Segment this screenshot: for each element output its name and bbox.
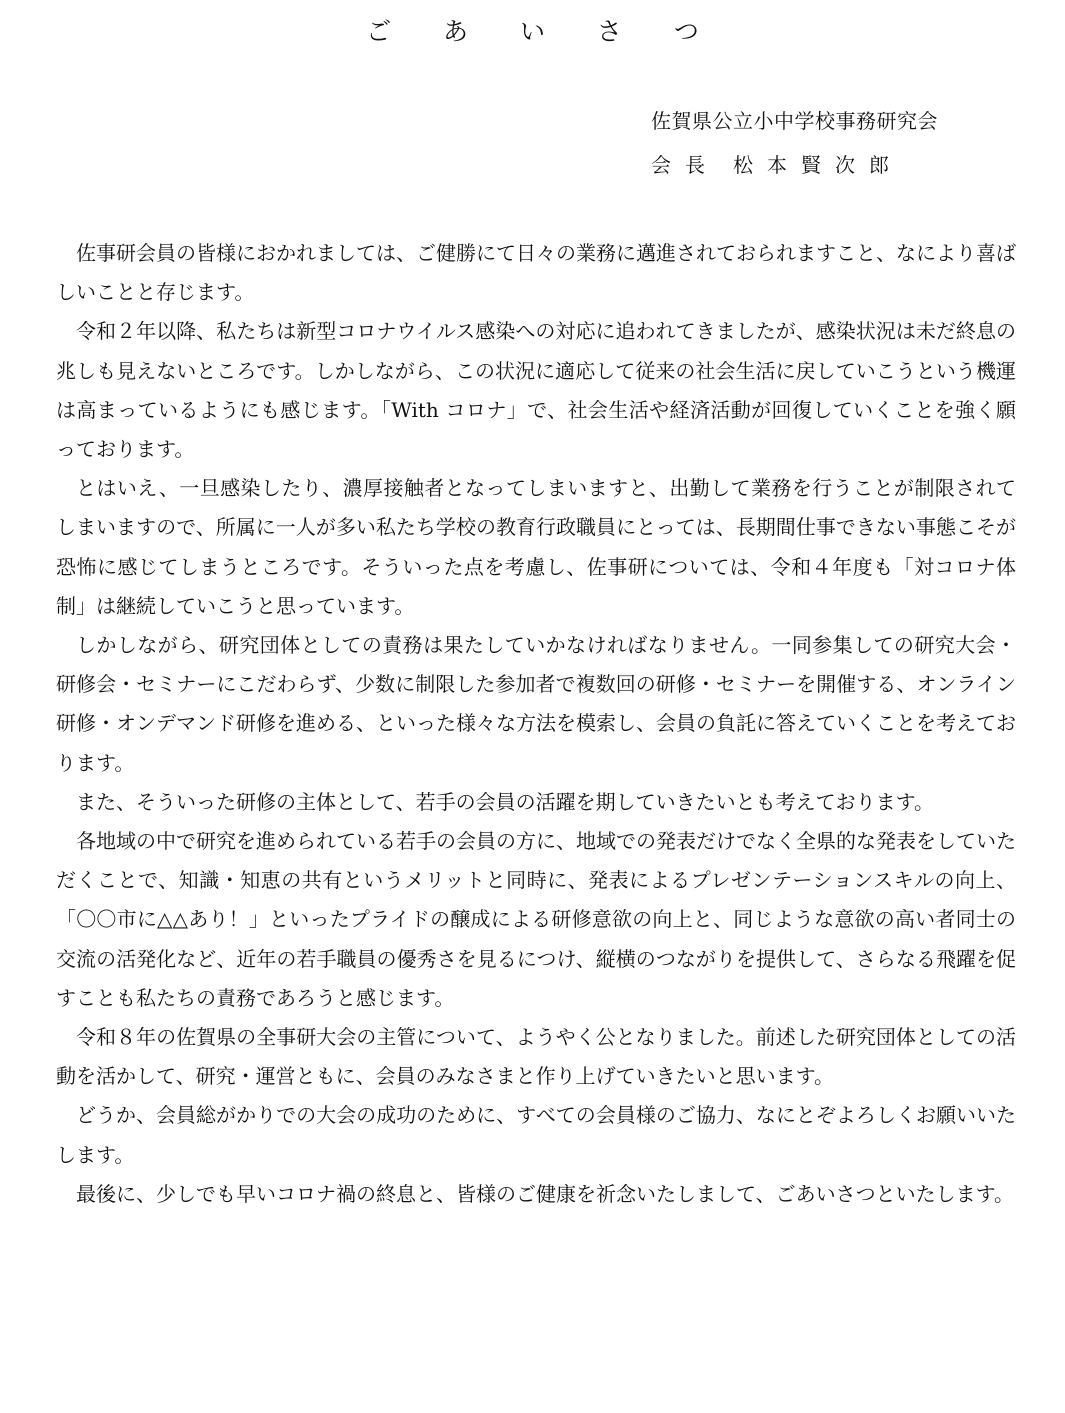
paragraph: 最後に、少しでも早いコロナ禍の終息と、皆様のご健康を祈念いたしまして、ごあいさつといたします。 <box>76 1181 1014 1206</box>
paragraph: 佐事研会員の皆様におかれましては、ご健勝にて日々の業務に邁進されておられますこと、なにより喜ばしいことと存じます。 <box>56 241 1016 305</box>
paragraph: とはいえ、一旦感染したり、濃厚接触者となってしまいますと、出勤して業務を行うことが制限されてしまいますので、所属に一人が多い私たち学校の教育行政職員にとっては、長期間仕事できない事態こそが恐怖に感じてしまうところです。そういった点を考慮し、佐事研については、令和４年度も「対コロナ体制」は継続していこうと思っています。 <box>56 476 1016 618</box>
paragraph: しかしながら、研究団体としての責務は果たしていかなければなりません。一同参集しての研究大会・研修会・セミナーにこだわらず、少数に制限した参加者で複数回の研修・セミナーを開催する、オンライン研修・オンデマンド研修を進める、といった様々な方法を模索し、会員の負託に答えていくことを考えております。 <box>56 633 1016 775</box>
signatory-role: 会長 <box>651 153 719 177</box>
greeting-body <box>56 234 1016 1214</box>
paragraph: 令和２年以降、私たちは新型コロナウイルス感染への対応に追われてきましたが、感染状況は未だ終息の兆しも見えないところです。しかしながら、この状況に適応して従来の社会生活に戻していこうという機運は高まっているようにも感じます。「With コロナ」で、社会生活や経済活動が回復していくことを強く願っております。 <box>56 319 1016 462</box>
paragraph: どうか、会員総がかりでの大会の成功のために、すべての会員様のご協力、なにとぞよろしくお願いいたします。 <box>56 1103 1016 1167</box>
signatory <box>651 150 903 180</box>
signatory-name: 松本賢次郎 <box>733 153 903 177</box>
paragraph: また、そういった研修の主体として、若手の会員の活躍を期していきたいとも考えております。 <box>76 789 934 814</box>
page-title: ご あ い さ つ <box>366 17 721 46</box>
paragraph: 各地域の中で研究を進められている若手の会員の方に、地域での発表だけでなく全県的な発表をしていただくことで、知識・知恵の共有というメリットと同時に、発表によるプレゼンテーションスキルの向上、「〇〇市に△△あり！」といったプライドの醸成による研修意欲の向上と、同じような意欲の高い者同士の交流の活発化など、近年の若手職員の優秀さを見るにつけ、縦横のつながりを提供して、さらなる飛躍を促すことも私たちの責務であろうと感じます。 <box>56 829 1016 1010</box>
organization-name: 佐賀県公立小中学校事務研究会 <box>651 109 938 133</box>
paragraph: 令和８年の佐賀県の全事研大会の主管について、ようやく公となりました。前述した研究団体としての活動を活かして、研究・運営ともに、会員のみなさまと作り上げていきたいと思います。 <box>56 1025 1016 1089</box>
